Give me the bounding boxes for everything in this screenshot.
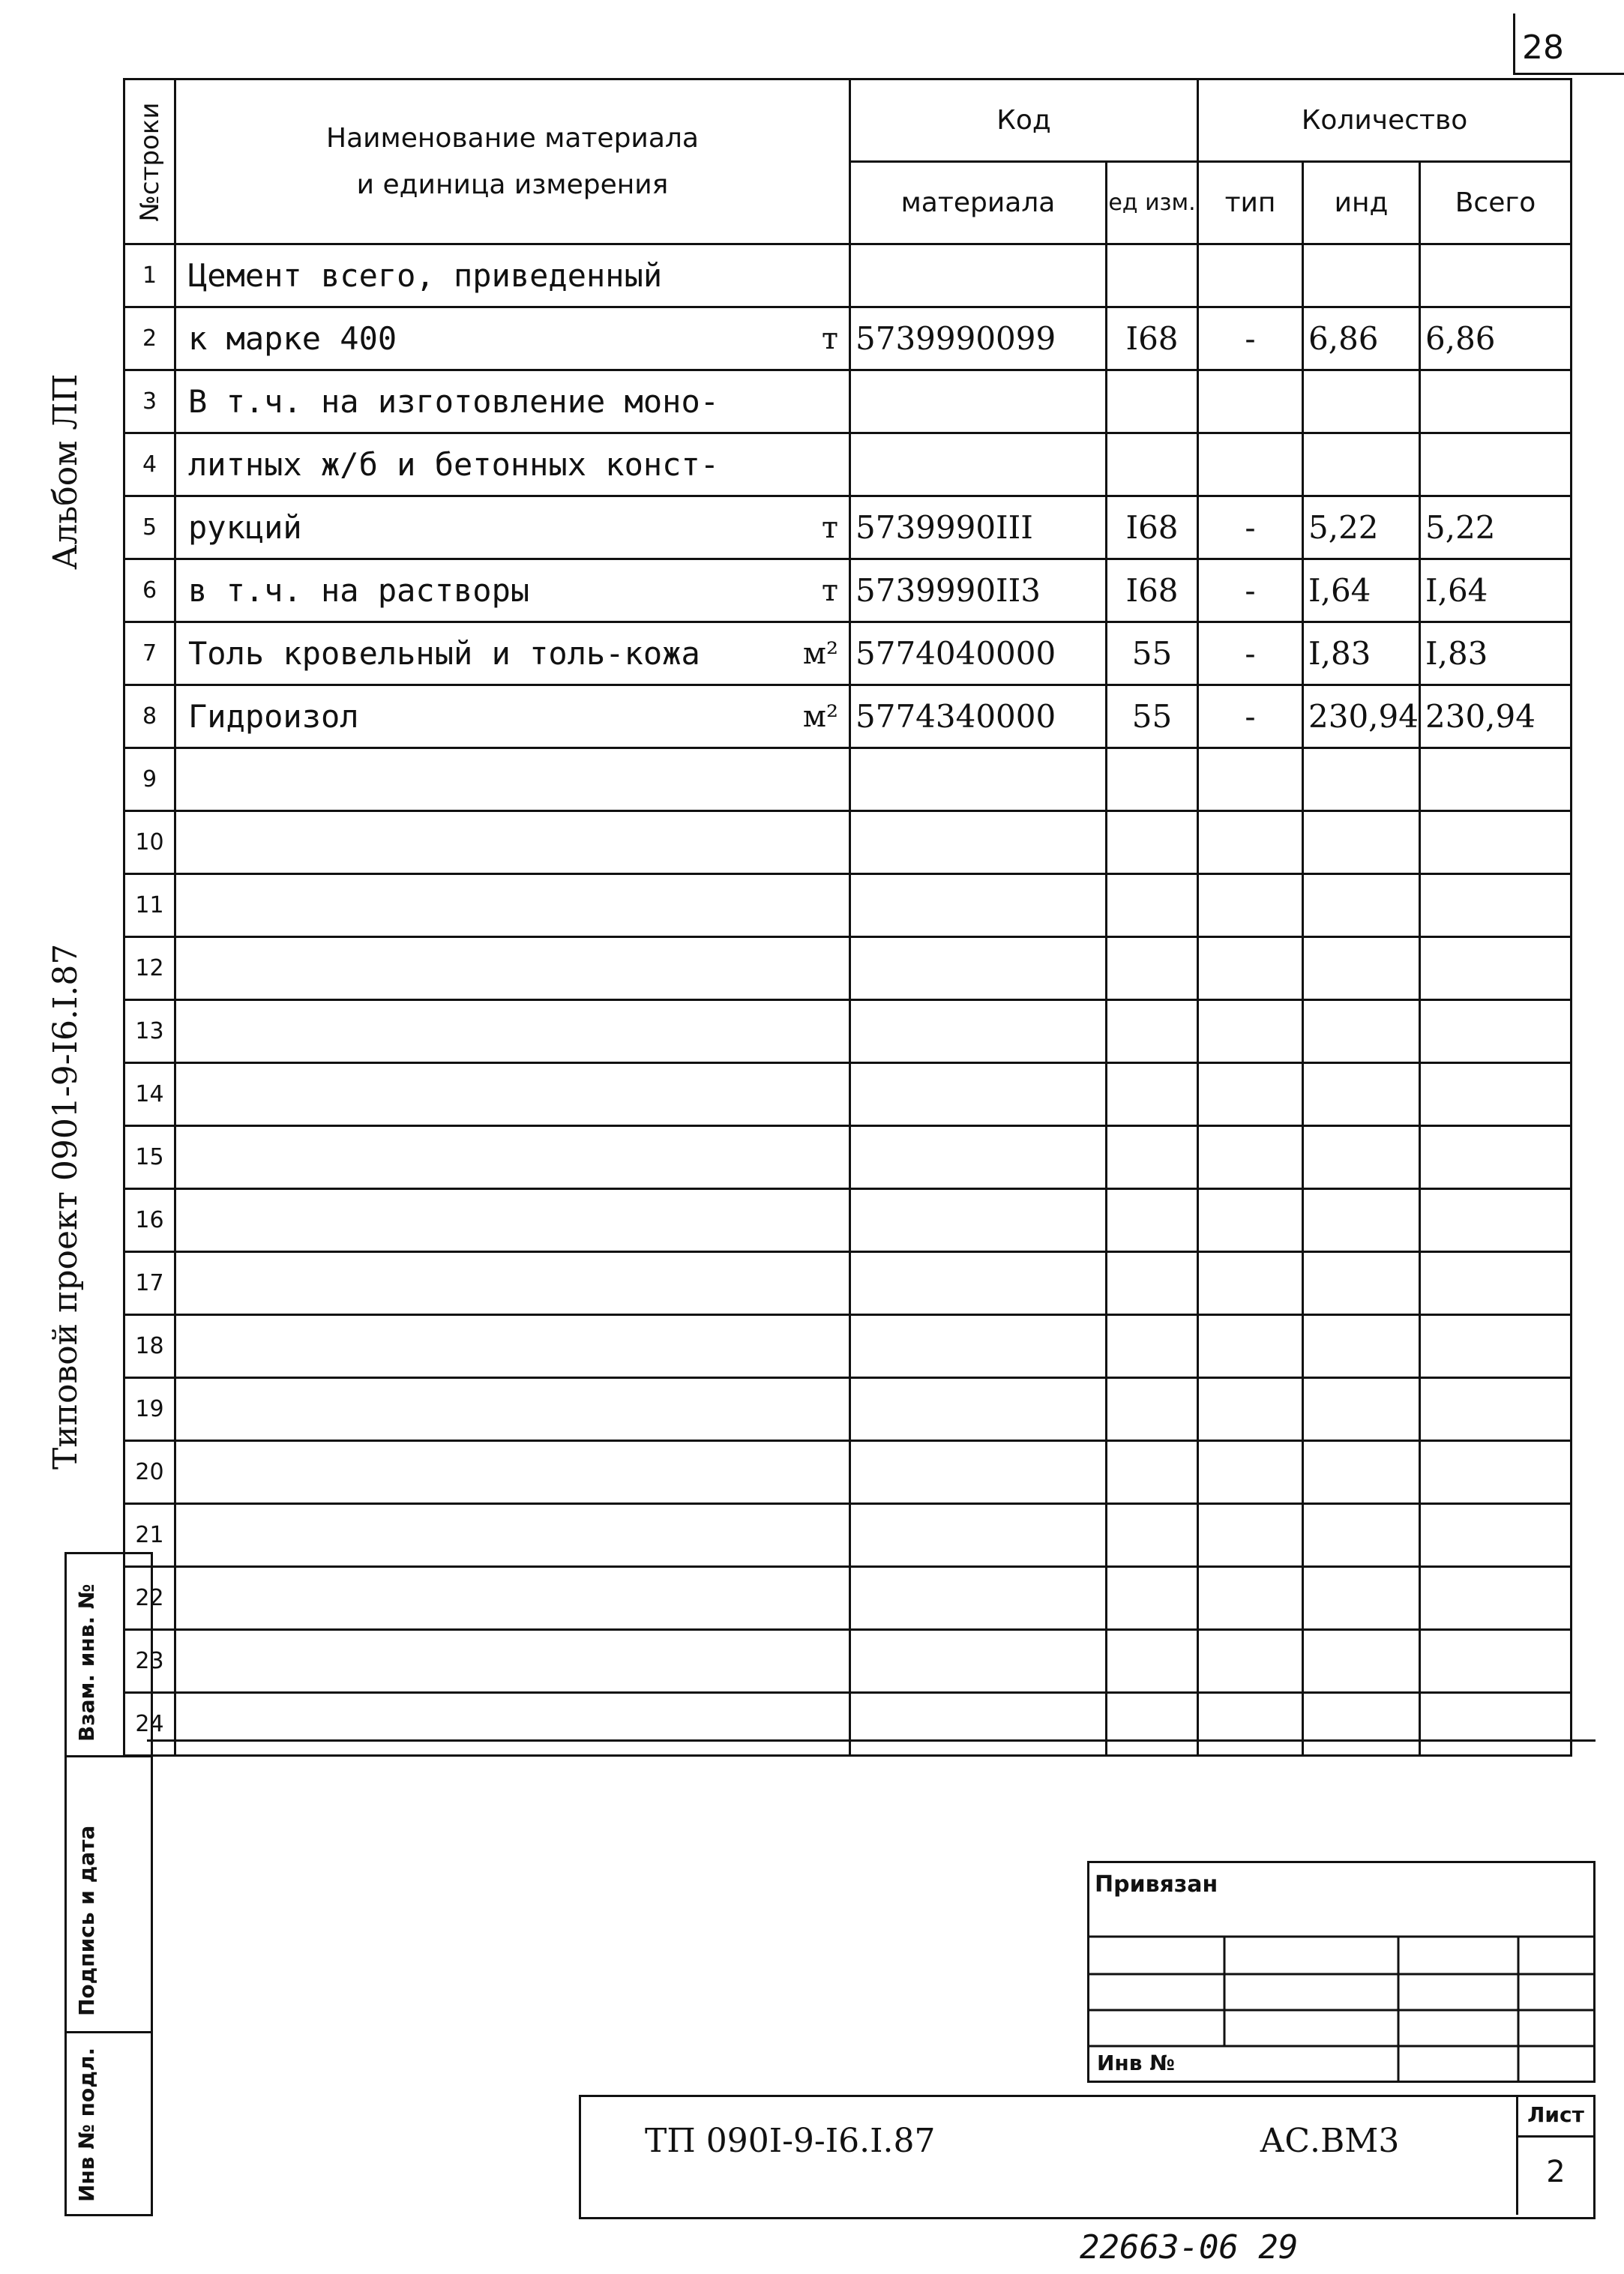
qty-ind: I,64 — [1303, 559, 1420, 622]
material-name — [175, 1315, 850, 1378]
row-number: 24 — [124, 1693, 175, 1756]
qty-type — [1198, 1504, 1303, 1567]
project-code: ТП 090I-9-I6.I.87 — [645, 2122, 936, 2160]
row-number: 15 — [124, 1126, 175, 1189]
qty-type — [1198, 1063, 1303, 1126]
material-name-text: Гидроизол — [188, 698, 359, 735]
unit-code — [1107, 1189, 1198, 1252]
table-row — [124, 1504, 1572, 1567]
material-name-text: к марке 400 — [188, 320, 397, 357]
material-code — [850, 1567, 1107, 1630]
material-name — [175, 937, 850, 1000]
material-name — [175, 559, 850, 622]
table-row — [124, 370, 1572, 433]
material-name — [175, 1063, 850, 1126]
row-number: 23 — [124, 1630, 175, 1693]
qty-total — [1420, 1252, 1572, 1315]
vzam-inv-label: Взам. инв. № — [74, 1583, 99, 1742]
material-name — [175, 1504, 850, 1567]
qty-ind — [1303, 937, 1420, 1000]
material-code — [850, 1126, 1107, 1189]
header-qty-total: Всего — [1420, 162, 1572, 244]
table-row — [124, 1189, 1572, 1252]
qty-ind — [1303, 1063, 1420, 1126]
header-name: Наименование материала и единица измерения — [175, 79, 850, 244]
material-code — [850, 1315, 1107, 1378]
page-number-divider — [1513, 13, 1515, 75]
album-title: Альбом ЛП — [46, 373, 85, 570]
row-number: 10 — [124, 811, 175, 874]
qty-type — [1198, 811, 1303, 874]
row-number: 1 — [124, 244, 175, 307]
qty-total — [1420, 1630, 1572, 1693]
qty-total — [1420, 811, 1572, 874]
qty-type — [1198, 1189, 1303, 1252]
material-code: 5774340000 — [850, 685, 1107, 748]
row-number: 21 — [124, 1504, 175, 1567]
material-name — [175, 874, 850, 937]
row-number: 2 — [124, 307, 175, 370]
material-code — [850, 937, 1107, 1000]
qty-type — [1198, 1315, 1303, 1378]
material-code — [850, 1000, 1107, 1063]
qty-ind — [1303, 811, 1420, 874]
qty-type — [1198, 370, 1303, 433]
qty-total — [1420, 937, 1572, 1000]
table-row — [124, 811, 1572, 874]
material-name — [175, 1189, 850, 1252]
qty-type — [1198, 874, 1303, 937]
material-code — [850, 1189, 1107, 1252]
qty-type — [1198, 1000, 1303, 1063]
unit-code — [1107, 370, 1198, 433]
page-number-underline — [1513, 73, 1624, 75]
unit-code — [1107, 1126, 1198, 1189]
row-number: 9 — [124, 748, 175, 811]
vzam-inv-cell — [67, 1554, 151, 1757]
inv-podl-label: Инв № подл. — [74, 2047, 99, 2202]
qty-total: 5,22 — [1420, 496, 1572, 559]
sheet-code: АС.ВМ3 — [1260, 2122, 1400, 2160]
header-qty-ind: инд — [1303, 162, 1420, 244]
table-row — [124, 1252, 1572, 1315]
table-row — [124, 685, 1572, 748]
row-number: 17 — [124, 1252, 175, 1315]
qty-type — [1198, 1252, 1303, 1315]
material-name — [175, 1630, 850, 1693]
material-name — [175, 1441, 850, 1504]
row-number: 19 — [124, 1378, 175, 1441]
header-code-material: материала — [850, 162, 1107, 244]
project-title: Типовой проект 0901-9-I6.I.87 — [46, 943, 85, 1470]
unit-code — [1107, 1063, 1198, 1126]
qty-ind — [1303, 1567, 1420, 1630]
table-row — [124, 559, 1572, 622]
table-row — [124, 1378, 1572, 1441]
side-stamp — [64, 1552, 153, 2216]
qty-ind — [1303, 1189, 1420, 1252]
material-code — [850, 874, 1107, 937]
material-code: 5739990III — [850, 496, 1107, 559]
material-unit: м² — [802, 636, 838, 671]
qty-ind — [1303, 244, 1420, 307]
row-number: 18 — [124, 1315, 175, 1378]
qty-total: I,83 — [1420, 622, 1572, 685]
sheet-number: 2 — [1546, 2155, 1566, 2189]
table-row — [124, 1567, 1572, 1630]
row-number: 5 — [124, 496, 175, 559]
sheet-label: Лист — [1518, 2095, 1593, 2138]
material-code: 5774040000 — [850, 622, 1107, 685]
inv-no-label: Инв № — [1097, 2051, 1175, 2075]
qty-type: - — [1198, 496, 1303, 559]
qty-type — [1198, 1567, 1303, 1630]
qty-ind — [1303, 1126, 1420, 1189]
table-row — [124, 622, 1572, 685]
table-row — [124, 1315, 1572, 1378]
row-number: 12 — [124, 937, 175, 1000]
qty-total — [1420, 244, 1572, 307]
unit-code — [1107, 1315, 1198, 1378]
table-row — [124, 307, 1572, 370]
unit-code: I68 — [1107, 307, 1198, 370]
unit-code — [1107, 244, 1198, 307]
page-number: 28 — [1522, 28, 1564, 67]
table-row — [124, 1441, 1572, 1504]
material-code — [850, 1378, 1107, 1441]
materials-table — [123, 78, 1572, 1757]
unit-code: I68 — [1107, 496, 1198, 559]
material-code — [850, 1063, 1107, 1126]
unit-code: 55 — [1107, 685, 1198, 748]
material-unit: т — [821, 510, 838, 545]
qty-ind — [1303, 1504, 1420, 1567]
qty-total — [1420, 1441, 1572, 1504]
row-number: 6 — [124, 559, 175, 622]
header-qty-type: тип — [1198, 162, 1303, 244]
qty-total — [1420, 1000, 1572, 1063]
material-unit: м² — [802, 699, 838, 734]
table-row — [124, 1000, 1572, 1063]
qty-total: 230,94 — [1420, 685, 1572, 748]
qty-ind — [1303, 748, 1420, 811]
inv-podl-cell — [67, 2033, 151, 2212]
material-name-text: В т.ч. на изготовление моно- — [188, 383, 720, 420]
row-number: 3 — [124, 370, 175, 433]
qty-type — [1198, 433, 1303, 496]
material-name-text: литных ж/б и бетонных конст- — [188, 446, 720, 483]
material-name — [175, 685, 850, 748]
material-name — [175, 244, 850, 307]
unit-code — [1107, 1567, 1198, 1630]
unit-code — [1107, 433, 1198, 496]
qty-ind — [1303, 1378, 1420, 1441]
unit-code — [1107, 1000, 1198, 1063]
header-quantity: Количество — [1198, 79, 1572, 162]
qty-ind — [1303, 874, 1420, 937]
sign-date-cell — [67, 1757, 151, 2033]
table-row — [124, 937, 1572, 1000]
row-number: 4 — [124, 433, 175, 496]
row-number: 20 — [124, 1441, 175, 1504]
material-code — [850, 1630, 1107, 1693]
qty-total: I,64 — [1420, 559, 1572, 622]
qty-type — [1198, 1378, 1303, 1441]
material-name-text: рукций — [188, 509, 302, 546]
material-code — [850, 1252, 1107, 1315]
unit-code — [1107, 1252, 1198, 1315]
material-name — [175, 370, 850, 433]
material-name — [175, 1567, 850, 1630]
table-row — [124, 1126, 1572, 1189]
table-row — [124, 433, 1572, 496]
header-code: Код — [850, 79, 1198, 162]
sign-date-label: Подпись и дата — [74, 1825, 99, 2016]
qty-total — [1420, 1063, 1572, 1126]
material-code — [850, 1441, 1107, 1504]
table-row — [124, 244, 1572, 307]
material-name-text: Толь кровельный и толь-кожа — [188, 635, 700, 672]
row-number: 7 — [124, 622, 175, 685]
row-number: 22 — [124, 1567, 175, 1630]
qty-ind: 5,22 — [1303, 496, 1420, 559]
material-code — [850, 244, 1107, 307]
row-number: 8 — [124, 685, 175, 748]
qty-ind — [1303, 1630, 1420, 1693]
qty-type — [1198, 1126, 1303, 1189]
material-name — [175, 433, 850, 496]
unit-code — [1107, 1504, 1198, 1567]
row-number: 13 — [124, 1000, 175, 1063]
material-code — [850, 811, 1107, 874]
table-row — [124, 748, 1572, 811]
material-name-text: в т.ч. на растворы — [188, 572, 530, 609]
qty-type: - — [1198, 307, 1303, 370]
qty-ind: I,83 — [1303, 622, 1420, 685]
qty-ind — [1303, 433, 1420, 496]
material-name — [175, 748, 850, 811]
qty-type: - — [1198, 622, 1303, 685]
qty-type: - — [1198, 559, 1303, 622]
material-code — [850, 433, 1107, 496]
material-name — [175, 622, 850, 685]
material-code — [850, 370, 1107, 433]
unit-code — [1107, 937, 1198, 1000]
qty-ind — [1303, 1441, 1420, 1504]
qty-type — [1198, 937, 1303, 1000]
header-code-unit: ед изм. — [1107, 162, 1198, 244]
table-row — [124, 874, 1572, 937]
qty-total — [1420, 1567, 1572, 1630]
unit-code — [1107, 1378, 1198, 1441]
footer-number: 22663-06 29 — [1080, 2228, 1299, 2267]
qty-total — [1420, 370, 1572, 433]
row-number: 14 — [124, 1063, 175, 1126]
qty-total — [1420, 748, 1572, 811]
qty-total — [1420, 1315, 1572, 1378]
qty-total — [1420, 1126, 1572, 1189]
material-name — [175, 307, 850, 370]
unit-code — [1107, 874, 1198, 937]
unit-code — [1107, 1630, 1198, 1693]
material-name — [175, 811, 850, 874]
qty-total — [1420, 874, 1572, 937]
table-row — [124, 1630, 1572, 1693]
qty-type — [1198, 748, 1303, 811]
unit-code — [1107, 1441, 1198, 1504]
material-unit: т — [821, 573, 838, 608]
material-code — [850, 748, 1107, 811]
table-row — [124, 496, 1572, 559]
unit-code — [1107, 811, 1198, 874]
qty-ind: 230,94 — [1303, 685, 1420, 748]
qty-total — [1420, 1378, 1572, 1441]
sheet-box — [1516, 2095, 1593, 2215]
qty-type — [1198, 1630, 1303, 1693]
unit-code — [1107, 748, 1198, 811]
qty-type — [1198, 244, 1303, 307]
material-name — [175, 496, 850, 559]
material-code: 5739990II3 — [850, 559, 1107, 622]
row-number: 11 — [124, 874, 175, 937]
privyazan-label: Привязан — [1095, 1871, 1218, 1898]
material-name — [175, 1126, 850, 1189]
qty-ind — [1303, 1000, 1420, 1063]
material-code — [850, 1504, 1107, 1567]
table-row — [124, 1063, 1572, 1126]
row-number: 16 — [124, 1189, 175, 1252]
unit-code: 55 — [1107, 622, 1198, 685]
qty-type — [1198, 1441, 1303, 1504]
material-name-text: Цемент всего, приведенный — [188, 257, 663, 294]
material-code: 5739990099 — [850, 307, 1107, 370]
qty-ind: 6,86 — [1303, 307, 1420, 370]
qty-ind — [1303, 1315, 1420, 1378]
qty-total: 6,86 — [1420, 307, 1572, 370]
header-row-number: №строки — [124, 79, 175, 244]
material-name — [175, 1378, 850, 1441]
unit-code: I68 — [1107, 559, 1198, 622]
material-name — [175, 1000, 850, 1063]
qty-ind — [1303, 1252, 1420, 1315]
qty-total — [1420, 1189, 1572, 1252]
material-name — [175, 1252, 850, 1315]
material-unit: т — [821, 321, 838, 356]
qty-type: - — [1198, 685, 1303, 748]
qty-ind — [1303, 370, 1420, 433]
qty-total — [1420, 433, 1572, 496]
qty-total — [1420, 1504, 1572, 1567]
